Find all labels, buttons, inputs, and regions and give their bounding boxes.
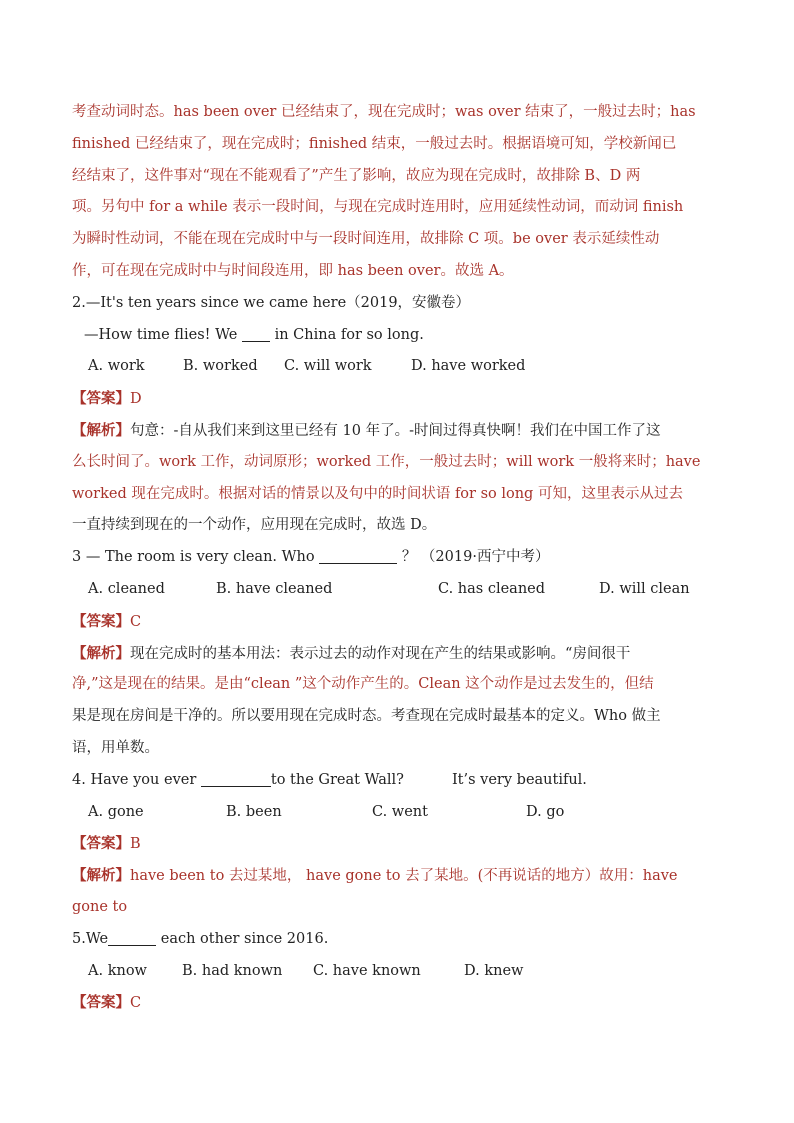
q2-analysis-line: 一直持续到现在的一个动作，应用现在完成时，故选 D。 [72, 517, 437, 534]
q5-option-d: D. knew [464, 962, 524, 979]
q3-analysis-line: 果是现在房间是干净的。所以要用现在完成时态。考查现在完成时最基本的定义。Who 做主 [72, 708, 661, 725]
q5-blank [108, 929, 156, 946]
question-3 [72, 542, 722, 765]
q2-answer: 【答案】D [72, 390, 142, 408]
q3-analysis-line: 【解析】现在完成时的基本用法：表示过去的动作对现在产生的结果或影响。“房间很干 [72, 644, 631, 662]
q2-analysis-line: 【解析】句意：-自从我们来到这里已经有 10 年了。-时间过得真快啊！我们在中国工作了这 [72, 421, 661, 439]
q3-option-c: C. has cleaned [438, 580, 546, 597]
q1-analysis-line: 为瞬时性动词，不能在现在完成时中与一段时间连用，故排除 C 项。be over 表示延续性动 [72, 231, 660, 248]
q4-answer: 【答案】B [72, 835, 141, 853]
q3-analysis-line: 净,”这是现在的结果。是由“clean ”这个动作产生的。Clean 这个动作是过去发生的，但结 [72, 676, 654, 693]
q2-option-a: A. work [88, 358, 145, 375]
q5-option-a: A. know [88, 962, 147, 979]
question-5 [72, 924, 722, 1019]
q5-options [72, 956, 722, 988]
q2-stem: 2.—It's ten years since we came here（2019，安徽卷） [72, 294, 471, 311]
q5-stem: 5.We each other since 2016. [72, 930, 329, 947]
q3-options [72, 574, 722, 606]
q1-analysis-line: 经结束了，这件事对“现在不能观看了”产生了影响，故应为现在完成时，故排除 B、D 两 [72, 167, 641, 184]
document-page [72, 97, 722, 1019]
q1-analysis-line: 项。另句中 for a while 表示一段时间，与现在完成时连用时，应用延续性动词，而动词 finish [72, 199, 684, 216]
q4-option-c: C. went [372, 803, 428, 820]
q2-options [72, 351, 722, 383]
q3-answer: 【答案】C [72, 612, 142, 630]
q3-blank [319, 547, 397, 564]
q4-blank [201, 770, 271, 787]
q1-analysis-line: finished 已经结束了，现在完成时；finished 结束，一般过去时。根据语境可知，学校新闻已 [72, 135, 677, 152]
q5-answer: 【答案】C [72, 994, 142, 1012]
question-2 [72, 288, 722, 542]
q3-option-b: B. have cleaned [216, 580, 333, 597]
question-4 [72, 765, 722, 924]
q4-analysis-line: 【解析】have been to 去过某地， have gone to 去了某地。(不再说话的地方）故用：have [72, 867, 678, 885]
q4-option-b: B. been [226, 803, 282, 820]
q5-option-b: B. had known [182, 962, 283, 979]
q2-stem-dialog: —How time flies! We in China for so long. [84, 326, 424, 343]
q4-stem: 4. Have you ever to the Great Wall? It’s very beautiful. [72, 771, 587, 788]
q4-option-d: D. go [526, 803, 565, 820]
q1-analysis [72, 97, 722, 288]
q2-option-d: D. have worked [411, 358, 526, 375]
q3-option-a: A. cleaned [88, 580, 165, 597]
q2-blank [242, 325, 270, 342]
q4-options [72, 797, 722, 829]
q3-option-d: D. will clean [599, 580, 690, 597]
q4-option-a: A. gone [88, 803, 144, 820]
q2-option-c: C. will work [284, 358, 372, 375]
q1-analysis-line: 考查动词时态。has been over 已经结束了，现在完成时；was over 结束了，一般过去时；has [72, 104, 696, 120]
q2-analysis-line: worked 现在完成时。根据对话的情景以及句中的时间状语 for so long 可知，这里表示从过去 [72, 485, 683, 502]
q3-analysis-line: 语，用单数。 [72, 739, 159, 756]
q5-option-c: C. have known [313, 962, 421, 979]
q3-stem: 3 — The room is very clean. Who ？ （2019·西宁中考） [72, 549, 550, 566]
q2-option-b: B. worked [183, 358, 258, 375]
q1-analysis-line: 作，可在现在完成时中与时间段连用，即 has been over。故选 A。 [72, 262, 514, 279]
q4-analysis-line: gone to [72, 898, 128, 915]
q2-analysis-line: 么长时间了。work 工作，动词原形；worked 工作，一般过去时；will work 一般将来时；have [72, 453, 701, 470]
